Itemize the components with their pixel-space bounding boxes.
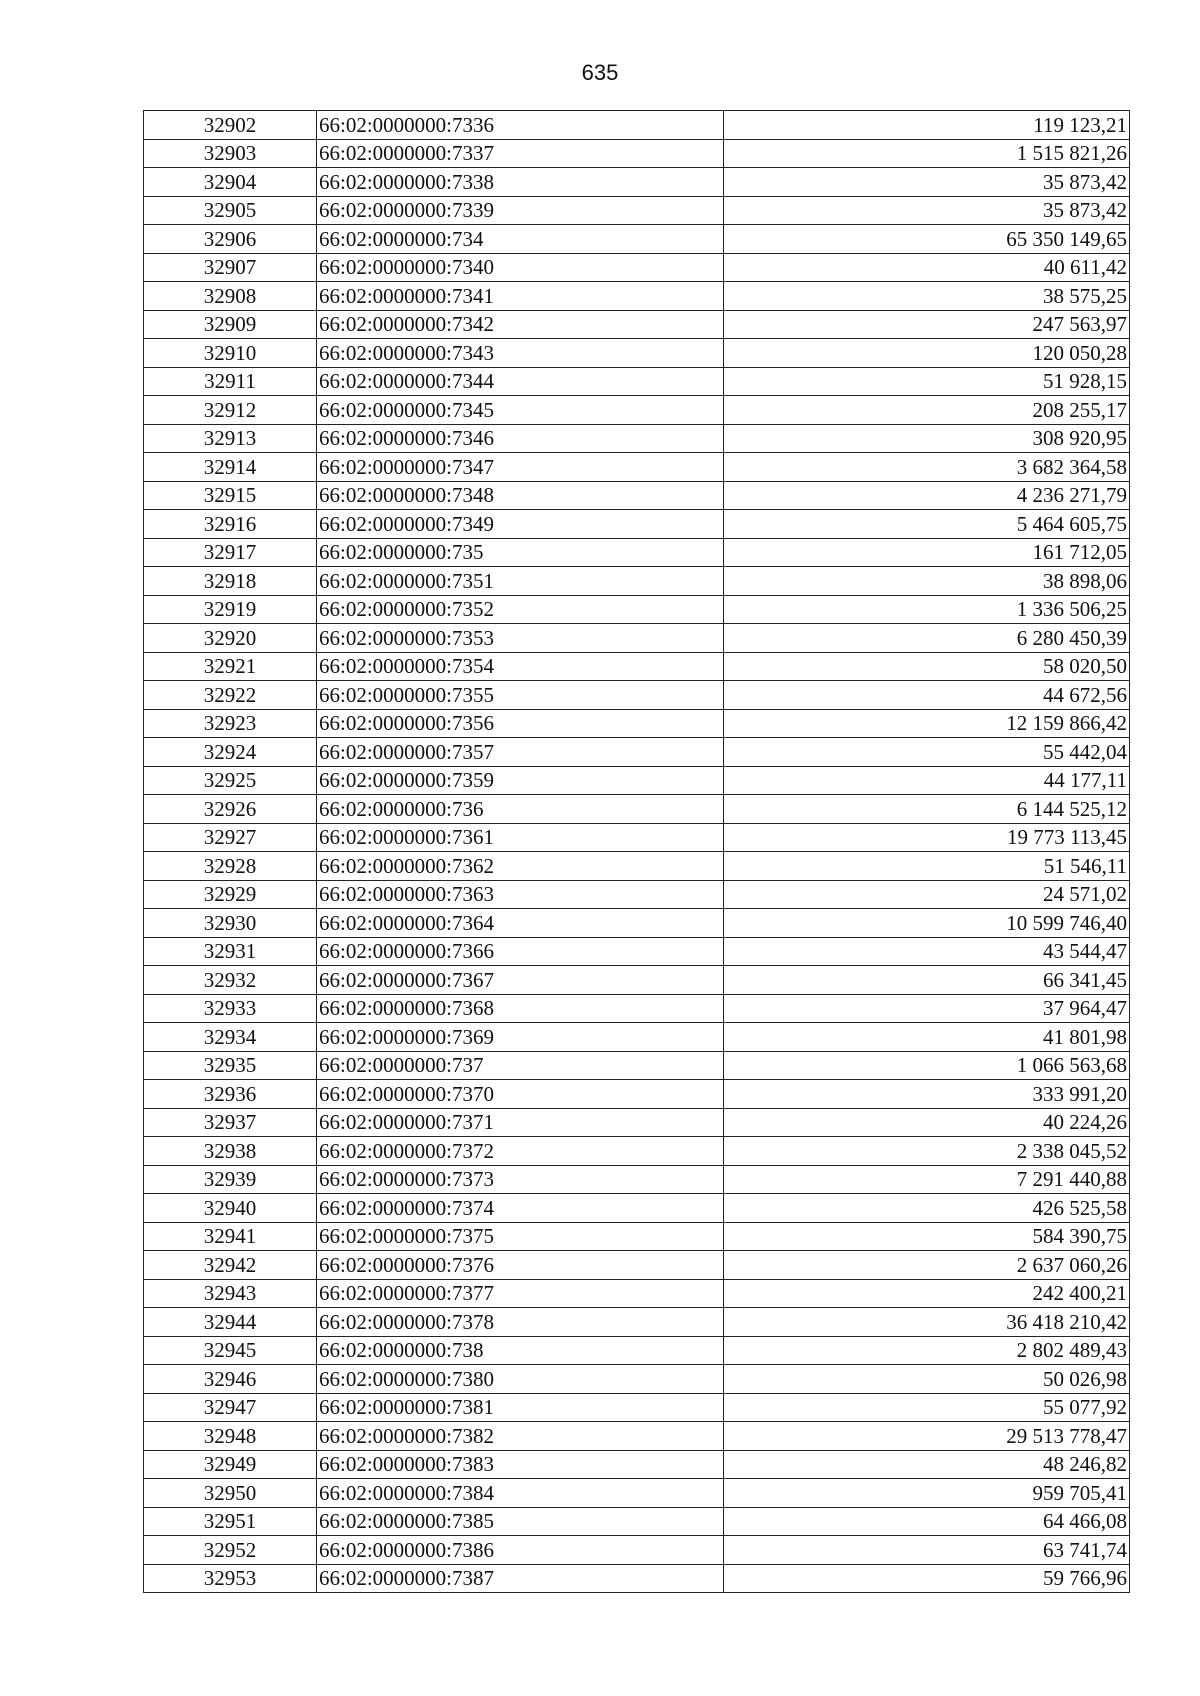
cadastral-number-cell: 66:02:0000000:7354 <box>317 652 724 681</box>
cadastral-value-cell: 41 801,98 <box>724 1023 1130 1052</box>
table-row <box>144 1222 1130 1251</box>
cadastral-number-cell: 66:02:0000000:7378 <box>317 1308 724 1337</box>
row-number-cell: 32940 <box>144 1194 317 1223</box>
row-number-cell: 32922 <box>144 681 317 710</box>
cadastral-value-cell: 38 898,06 <box>724 567 1130 596</box>
row-number-cell: 32932 <box>144 966 317 995</box>
table-row <box>144 111 1130 140</box>
row-number-cell: 32923 <box>144 709 317 738</box>
cadastral-value-cell: 6 280 450,39 <box>724 624 1130 653</box>
cadastral-value-cell: 63 741,74 <box>724 1536 1130 1565</box>
row-number-cell: 32931 <box>144 937 317 966</box>
cadastral-number-cell: 66:02:0000000:7380 <box>317 1365 724 1394</box>
table-row <box>144 1393 1130 1422</box>
cadastral-value-cell: 247 563,97 <box>724 310 1130 339</box>
cadastral-value-cell: 40 224,26 <box>724 1108 1130 1137</box>
cadastral-value-cell: 2 802 489,43 <box>724 1336 1130 1365</box>
cadastral-number-cell: 66:02:0000000:7376 <box>317 1251 724 1280</box>
cadastral-value-cell: 12 159 866,42 <box>724 709 1130 738</box>
cadastral-number-cell: 66:02:0000000:7374 <box>317 1194 724 1223</box>
cadastral-number-cell: 66:02:0000000:738 <box>317 1336 724 1365</box>
cadastral-value-cell: 19 773 113,45 <box>724 823 1130 852</box>
table-row <box>144 738 1130 767</box>
cadastral-number-cell: 66:02:0000000:7367 <box>317 966 724 995</box>
table-row <box>144 1023 1130 1052</box>
cadastral-value-cell: 36 418 210,42 <box>724 1308 1130 1337</box>
cadastral-value-cell: 65 350 149,65 <box>724 225 1130 254</box>
cadastral-number-cell: 66:02:0000000:7372 <box>317 1137 724 1166</box>
cadastral-number-cell: 66:02:0000000:7355 <box>317 681 724 710</box>
cadastral-number-cell: 66:02:0000000:734 <box>317 225 724 254</box>
table-row <box>144 595 1130 624</box>
table-row <box>144 1450 1130 1479</box>
row-number-cell: 32951 <box>144 1507 317 1536</box>
table-row <box>144 1308 1130 1337</box>
cadastral-number-cell: 66:02:0000000:736 <box>317 795 724 824</box>
row-number-cell: 32915 <box>144 481 317 510</box>
row-number-cell: 32949 <box>144 1450 317 1479</box>
row-number-cell: 32905 <box>144 196 317 225</box>
row-number-cell: 32928 <box>144 852 317 881</box>
cadastral-number-cell: 66:02:0000000:7384 <box>317 1479 724 1508</box>
cadastral-number-cell: 66:02:0000000:7364 <box>317 909 724 938</box>
row-number-cell: 32953 <box>144 1564 317 1593</box>
row-number-cell: 32903 <box>144 139 317 168</box>
cadastral-value-cell: 2 637 060,26 <box>724 1251 1130 1280</box>
cadastral-number-cell: 66:02:0000000:7387 <box>317 1564 724 1593</box>
cadastral-number-cell: 66:02:0000000:7366 <box>317 937 724 966</box>
cadastral-value-cell: 43 544,47 <box>724 937 1130 966</box>
row-number-cell: 32939 <box>144 1165 317 1194</box>
table-row <box>144 396 1130 425</box>
row-number-cell: 32927 <box>144 823 317 852</box>
row-number-cell: 32933 <box>144 994 317 1023</box>
row-number-cell: 32943 <box>144 1279 317 1308</box>
cadastral-value-cell: 2 338 045,52 <box>724 1137 1130 1166</box>
cadastral-number-cell: 66:02:0000000:7356 <box>317 709 724 738</box>
table-body <box>144 111 1130 1593</box>
cadastral-number-cell: 66:02:0000000:7339 <box>317 196 724 225</box>
cadastral-number-cell: 66:02:0000000:7359 <box>317 766 724 795</box>
table-row <box>144 196 1130 225</box>
row-number-cell: 32918 <box>144 567 317 596</box>
page-number: 635 <box>581 60 619 85</box>
table-row <box>144 339 1130 368</box>
row-number-cell: 32944 <box>144 1308 317 1337</box>
row-number-cell: 32906 <box>144 225 317 254</box>
cadastral-value-cell: 426 525,58 <box>724 1194 1130 1223</box>
table-row <box>144 966 1130 995</box>
cadastral-number-cell: 66:02:0000000:7383 <box>317 1450 724 1479</box>
table-row <box>144 1422 1130 1451</box>
row-number-cell: 32938 <box>144 1137 317 1166</box>
table-row <box>144 1051 1130 1080</box>
table-row <box>144 1507 1130 1536</box>
table-row <box>144 282 1130 311</box>
cadastral-number-cell: 66:02:0000000:7370 <box>317 1080 724 1109</box>
cadastral-number-cell: 66:02:0000000:7352 <box>317 595 724 624</box>
row-number-cell: 32902 <box>144 111 317 140</box>
cadastral-number-cell: 66:02:0000000:7343 <box>317 339 724 368</box>
table-row <box>144 253 1130 282</box>
cadastral-number-cell: 66:02:0000000:737 <box>317 1051 724 1080</box>
table-row <box>144 624 1130 653</box>
cadastral-number-cell: 66:02:0000000:7363 <box>317 880 724 909</box>
cadastral-number-cell: 66:02:0000000:7369 <box>317 1023 724 1052</box>
cadastral-value-cell: 1 336 506,25 <box>724 595 1130 624</box>
cadastral-value-cell: 1 515 821,26 <box>724 139 1130 168</box>
cadastral-number-cell: 66:02:0000000:7336 <box>317 111 724 140</box>
cadastral-number-cell: 66:02:0000000:7337 <box>317 139 724 168</box>
table-row <box>144 1137 1130 1166</box>
table-row <box>144 937 1130 966</box>
cadastral-number-cell: 66:02:0000000:7338 <box>317 168 724 197</box>
row-number-cell: 32909 <box>144 310 317 339</box>
cadastral-number-cell: 66:02:0000000:7375 <box>317 1222 724 1251</box>
cadastral-value-cell: 37 964,47 <box>724 994 1130 1023</box>
cadastral-number-cell: 66:02:0000000:7357 <box>317 738 724 767</box>
table-row <box>144 823 1130 852</box>
row-number-cell: 32920 <box>144 624 317 653</box>
cadastral-number-cell: 66:02:0000000:7362 <box>317 852 724 881</box>
cadastral-value-cell: 59 766,96 <box>724 1564 1130 1593</box>
cadastral-value-cell: 959 705,41 <box>724 1479 1130 1508</box>
row-number-cell: 32947 <box>144 1393 317 1422</box>
cadastral-value-cell: 55 077,92 <box>724 1393 1130 1422</box>
row-number-cell: 32916 <box>144 510 317 539</box>
row-number-cell: 32924 <box>144 738 317 767</box>
cadastral-value-cell: 51 546,11 <box>724 852 1130 881</box>
cadastral-number-cell: 66:02:0000000:7386 <box>317 1536 724 1565</box>
cadastral-number-cell: 66:02:0000000:7368 <box>317 994 724 1023</box>
row-number-cell: 32945 <box>144 1336 317 1365</box>
cadastral-value-cell: 38 575,25 <box>724 282 1130 311</box>
cadastral-value-cell: 208 255,17 <box>724 396 1130 425</box>
row-number-cell: 32919 <box>144 595 317 624</box>
cadastral-value-cell: 308 920,95 <box>724 424 1130 453</box>
row-number-cell: 32907 <box>144 253 317 282</box>
row-number-cell: 32948 <box>144 1422 317 1451</box>
row-number-cell: 32952 <box>144 1536 317 1565</box>
cadastral-value-cell: 35 873,42 <box>724 168 1130 197</box>
cadastral-number-cell: 66:02:0000000:7347 <box>317 453 724 482</box>
table-row <box>144 567 1130 596</box>
cadastral-value-cell: 584 390,75 <box>724 1222 1130 1251</box>
cadastral-number-cell: 66:02:0000000:7381 <box>317 1393 724 1422</box>
cadastral-number-cell: 66:02:0000000:7385 <box>317 1507 724 1536</box>
row-number-cell: 32946 <box>144 1365 317 1394</box>
row-number-cell: 32941 <box>144 1222 317 1251</box>
cadastral-number-cell: 66:02:0000000:735 <box>317 538 724 567</box>
cadastral-value-cell: 58 020,50 <box>724 652 1130 681</box>
row-number-cell: 32914 <box>144 453 317 482</box>
table-row <box>144 367 1130 396</box>
table-row <box>144 652 1130 681</box>
cadastral-value-table <box>143 110 1130 1593</box>
cadastral-value-cell: 4 236 271,79 <box>724 481 1130 510</box>
table-row <box>144 225 1130 254</box>
cadastral-value-cell: 5 464 605,75 <box>724 510 1130 539</box>
cadastral-value-cell: 55 442,04 <box>724 738 1130 767</box>
table-row <box>144 1279 1130 1308</box>
cadastral-value-cell: 119 123,21 <box>724 111 1130 140</box>
table-row <box>144 681 1130 710</box>
cadastral-value-cell: 64 466,08 <box>724 1507 1130 1536</box>
table-row <box>144 481 1130 510</box>
table-row <box>144 994 1130 1023</box>
table-row <box>144 1251 1130 1280</box>
cadastral-number-cell: 66:02:0000000:7348 <box>317 481 724 510</box>
cadastral-value-cell: 66 341,45 <box>724 966 1130 995</box>
row-number-cell: 32942 <box>144 1251 317 1280</box>
row-number-cell: 32911 <box>144 367 317 396</box>
cadastral-number-cell: 66:02:0000000:7351 <box>317 567 724 596</box>
cadastral-number-cell: 66:02:0000000:7382 <box>317 1422 724 1451</box>
row-number-cell: 32910 <box>144 339 317 368</box>
row-number-cell: 32937 <box>144 1108 317 1137</box>
row-number-cell: 32904 <box>144 168 317 197</box>
table-row <box>144 909 1130 938</box>
row-number-cell: 32934 <box>144 1023 317 1052</box>
cadastral-value-cell: 51 928,15 <box>724 367 1130 396</box>
cadastral-value-cell: 242 400,21 <box>724 1279 1130 1308</box>
table-row <box>144 880 1130 909</box>
row-number-cell: 32925 <box>144 766 317 795</box>
cadastral-value-cell: 29 513 778,47 <box>724 1422 1130 1451</box>
row-number-cell: 32912 <box>144 396 317 425</box>
table-row <box>144 310 1130 339</box>
cadastral-value-cell: 161 712,05 <box>724 538 1130 567</box>
cadastral-value-cell: 48 246,82 <box>724 1450 1130 1479</box>
table-row <box>144 1165 1130 1194</box>
cadastral-value-cell: 6 144 525,12 <box>724 795 1130 824</box>
cadastral-value-cell: 10 599 746,40 <box>724 909 1130 938</box>
cadastral-number-cell: 66:02:0000000:7341 <box>317 282 724 311</box>
cadastral-value-cell: 35 873,42 <box>724 196 1130 225</box>
cadastral-value-cell: 24 571,02 <box>724 880 1130 909</box>
cadastral-number-cell: 66:02:0000000:7373 <box>317 1165 724 1194</box>
cadastral-value-cell: 40 611,42 <box>724 253 1130 282</box>
cadastral-value-cell: 44 672,56 <box>724 681 1130 710</box>
cadastral-number-cell: 66:02:0000000:7377 <box>317 1279 724 1308</box>
cadastral-number-cell: 66:02:0000000:7353 <box>317 624 724 653</box>
cadastral-value-cell: 7 291 440,88 <box>724 1165 1130 1194</box>
cadastral-number-cell: 66:02:0000000:7344 <box>317 367 724 396</box>
cadastral-value-cell: 120 050,28 <box>724 339 1130 368</box>
table-row <box>144 1536 1130 1565</box>
table-row <box>144 1365 1130 1394</box>
cadastral-value-cell: 1 066 563,68 <box>724 1051 1130 1080</box>
cadastral-number-cell: 66:02:0000000:7340 <box>317 253 724 282</box>
table-row <box>144 538 1130 567</box>
row-number-cell: 32935 <box>144 1051 317 1080</box>
table-row <box>144 795 1130 824</box>
table-row <box>144 168 1130 197</box>
table-row <box>144 139 1130 168</box>
row-number-cell: 32930 <box>144 909 317 938</box>
table-row <box>144 453 1130 482</box>
table-row <box>144 1479 1130 1508</box>
row-number-cell: 32950 <box>144 1479 317 1508</box>
cadastral-value-cell: 3 682 364,58 <box>724 453 1130 482</box>
table-row <box>144 1108 1130 1137</box>
cadastral-value-cell: 44 177,11 <box>724 766 1130 795</box>
cadastral-number-cell: 66:02:0000000:7342 <box>317 310 724 339</box>
table-row <box>144 1080 1130 1109</box>
row-number-cell: 32921 <box>144 652 317 681</box>
table-row <box>144 510 1130 539</box>
table-row <box>144 852 1130 881</box>
row-number-cell: 32926 <box>144 795 317 824</box>
row-number-cell: 32908 <box>144 282 317 311</box>
cadastral-value-cell: 333 991,20 <box>724 1080 1130 1109</box>
table-row <box>144 709 1130 738</box>
table-row <box>144 424 1130 453</box>
cadastral-number-cell: 66:02:0000000:7346 <box>317 424 724 453</box>
cadastral-number-cell: 66:02:0000000:7349 <box>317 510 724 539</box>
row-number-cell: 32917 <box>144 538 317 567</box>
cadastral-value-cell: 50 026,98 <box>724 1365 1130 1394</box>
row-number-cell: 32913 <box>144 424 317 453</box>
table-row <box>144 1564 1130 1593</box>
table-row <box>144 1336 1130 1365</box>
cadastral-number-cell: 66:02:0000000:7361 <box>317 823 724 852</box>
table-row <box>144 766 1130 795</box>
table-row <box>144 1194 1130 1223</box>
row-number-cell: 32929 <box>144 880 317 909</box>
row-number-cell: 32936 <box>144 1080 317 1109</box>
cadastral-number-cell: 66:02:0000000:7345 <box>317 396 724 425</box>
cadastral-number-cell: 66:02:0000000:7371 <box>317 1108 724 1137</box>
